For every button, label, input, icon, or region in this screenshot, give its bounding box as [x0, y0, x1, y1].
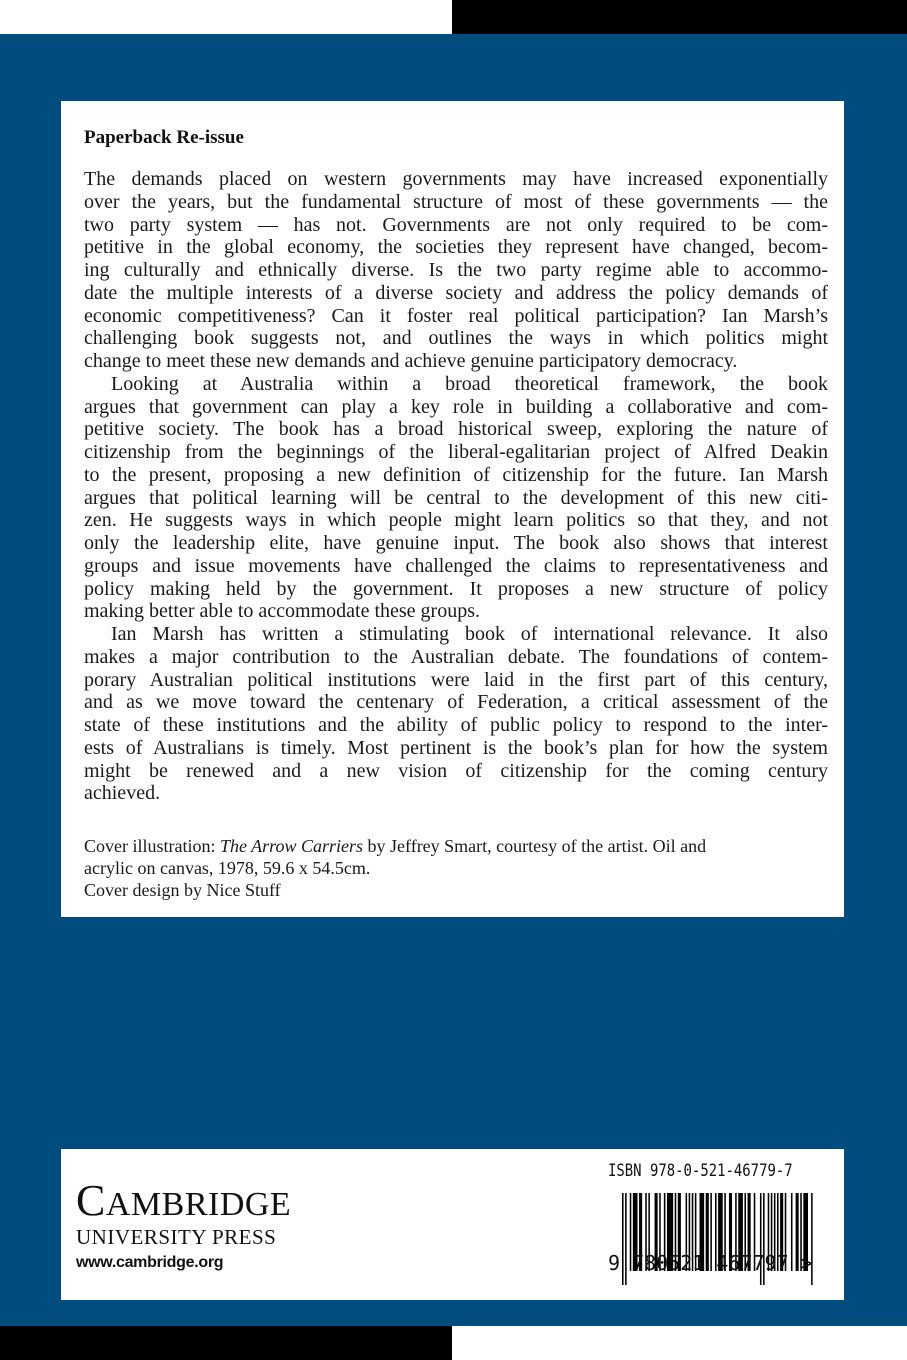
- blurb-line: state of these institutions and the ability of public policy to respond to the inter-: [84, 714, 828, 736]
- blurb-line: to the present, proposing a new definition of citizenship for the future. Ian Marsh: [84, 463, 828, 486]
- illustration-credit: [84, 835, 828, 857]
- blurb-line: challenging book suggests not, and outlines the ways in which politics might: [84, 327, 828, 350]
- design-credit: Cover design by Nice Stuff: [84, 880, 281, 900]
- blurb-line: making better able to accommodate these groups.: [84, 600, 480, 623]
- blurb-line: over the years, but the fundamental structure of most of these governments — the: [84, 190, 828, 213]
- publisher-subtitle: UNIVERSITY PRESS: [76, 1225, 277, 1249]
- cover-credits: [84, 835, 828, 901]
- blurb-line: achieved.: [84, 782, 161, 805]
- blurb-line: two party system — has not. Governments are not only required to be com-: [84, 213, 828, 236]
- artwork-details: acrylic on canvas, 1978, 59.6 x 54.5cm.: [84, 858, 371, 878]
- ean-digits: 9 780521 467797 >: [608, 1251, 813, 1275]
- blurb-line: might be renewed and a new vision of citizenship for the coming century: [84, 759, 828, 782]
- blurb-line: Ian Marsh has written a stimulating book of international relevance. It also: [111, 623, 828, 645]
- blurb-panel: [61, 101, 844, 917]
- blurb-line: makes a major contribution to the Australian debate. The foundations of contem-: [84, 645, 828, 668]
- blurb-heading: Paperback Re-issue: [84, 127, 244, 148]
- blurb-line: argues that government can play a key role in building a collaborative and com-: [84, 395, 828, 418]
- blurb-line: petitive society. The book has a broad historical sweep, exploring the nature of: [84, 418, 828, 441]
- blurb-line: zen. He suggests ways in which people might learn politics so that they, and not: [84, 509, 828, 532]
- credit-prefix: Cover illustration:: [84, 836, 220, 856]
- top-edge-black: [452, 0, 907, 34]
- top-edge-white: [0, 0, 452, 34]
- blurb-line: Looking at Australia within a broad theoretical framework, the book: [111, 372, 828, 395]
- publisher-name: [76, 1176, 292, 1225]
- bottom-edge-white: [452, 1326, 907, 1360]
- artwork-title: The Arrow Carriers: [219, 836, 364, 856]
- blurb-line: ing culturally and ethnically diverse. Is the two party regime able to accommo-: [84, 259, 828, 281]
- bottom-edge-black: [0, 1326, 452, 1360]
- blurb-line: The demands placed on western governments may have increased exponentially: [84, 168, 828, 190]
- blurb-line: only the leadership elite, have genuine input. The book also shows that interest: [84, 532, 828, 554]
- isbn-label: ISBN 978-0-521-46779-7: [608, 1161, 793, 1181]
- blurb-line: argues that political learning will be central to the development of this new citi-: [84, 486, 828, 509]
- publisher-url: www.cambridge.org: [76, 1254, 224, 1271]
- publisher-name-rest: AMBRIDGE: [105, 1186, 292, 1223]
- publisher-initial: C: [76, 1176, 106, 1225]
- blurb-line: economic competitiveness? Can it foster real political participation? Ian Marsh’s: [84, 304, 828, 327]
- blurb-line: petitive in the global economy, the societies they represent have changed, becom-: [84, 236, 828, 259]
- publisher-logo: [76, 1176, 292, 1272]
- blurb-line: groups and issue movements have challenged the claims to representativeness and: [84, 554, 828, 577]
- publisher-panel: [61, 1149, 844, 1300]
- blurb-line: and as we move toward the centenary of Federation, a critical assessment of the: [84, 691, 828, 714]
- blurb-line: ests of Australians is timely. Most pertinent is the book’s plan for how the system: [84, 736, 828, 759]
- blurb-line: date the multiple interests of a diverse society and address the policy demands of: [84, 281, 828, 304]
- blurb-line: citizenship from the beginnings of the liberal-egalitarian project of Alfred Deakin: [84, 441, 828, 463]
- blurb-line: change to meet these new demands and achieve genuine participatory democracy.: [84, 350, 738, 372]
- credit-rest: by Jeffrey Smart, courtesy of the artist. Oil and: [363, 836, 707, 856]
- blurb-line: policy making held by the government. It proposes a new structure of policy: [84, 577, 828, 600]
- blurb-body: [84, 168, 828, 805]
- blurb-line: porary Australian political institutions were laid in the first part of this century,: [84, 668, 828, 691]
